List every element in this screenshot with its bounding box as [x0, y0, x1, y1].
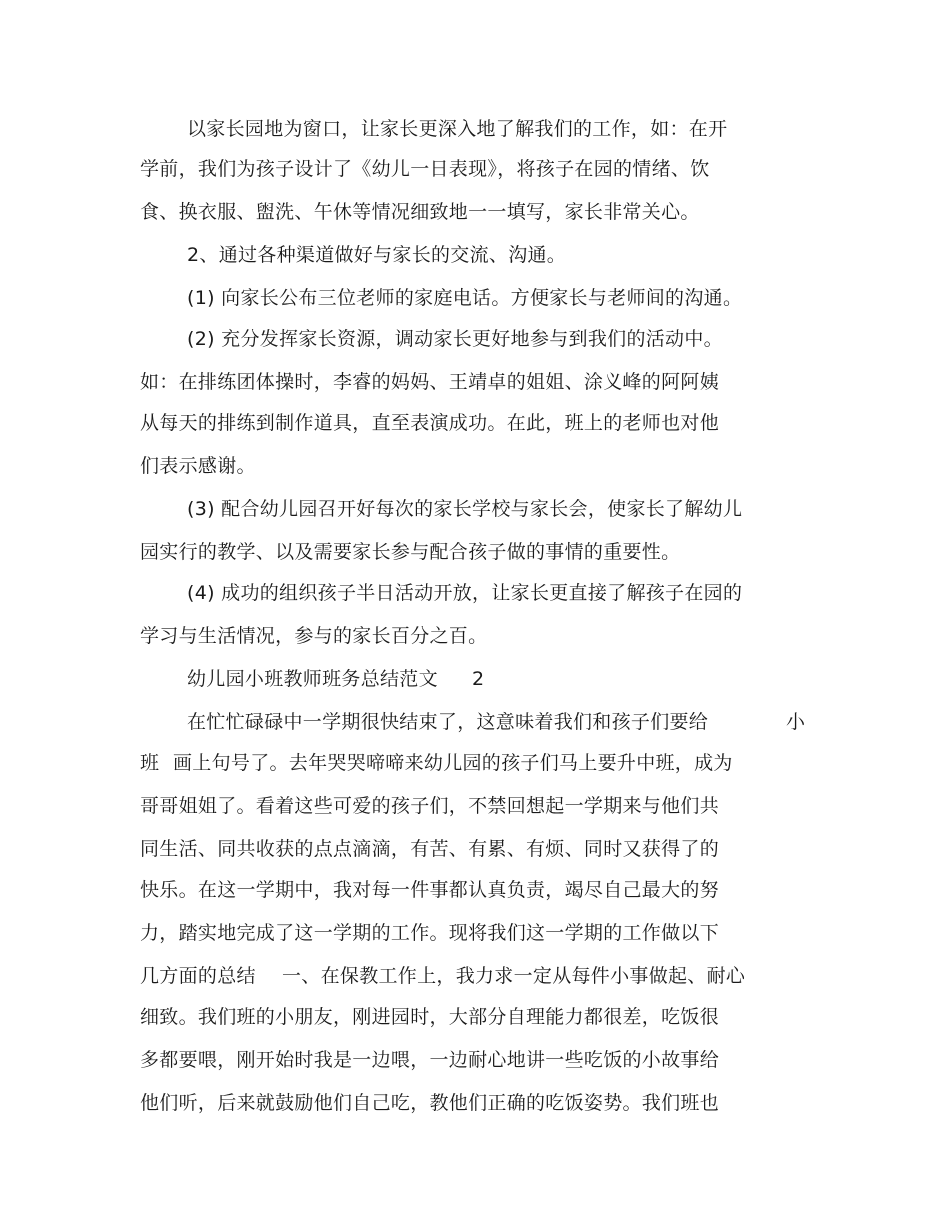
- text-line: 如：在排练团体操时，李睿的妈妈、王靖卓的姐姐、涂义峰的阿阿姨: [140, 371, 720, 393]
- section-heading: 幼儿园小班教师班务总结范文: [187, 668, 438, 690]
- text-line: (1) 向家长公布三位老师的家庭电话。方便家长与老师间的沟通。: [187, 287, 743, 309]
- text-line: 细致。我们班的小朋友，刚进园时，大部分自理能力都很差，吃饭很: [140, 1006, 720, 1028]
- text-line: 从每天的排练到制作道具，直至表演成功。在此，班上的老师也对他: [140, 412, 720, 434]
- text-line: 学前，我们为孩子设计了《幼儿一日表现》，将孩子在园的情绪、饮: [140, 158, 710, 180]
- text-fragment: 班: [140, 752, 160, 774]
- text-line: 学习与生活情况，参与的家长百分之百。: [140, 625, 488, 647]
- text-line: 园实行的教学、以及需要家长参与配合孩子做的事情的重要性。: [140, 541, 681, 563]
- text-line: 他们听，后来就鼓励他们自己吃，教他们正确的吃饭姿势。我们班也: [140, 1092, 720, 1114]
- section-number: 2: [472, 668, 485, 690]
- text-line: 同生活、同共收获的点点滴滴，有苦、有累、有烦、同时又获得了的: [140, 838, 720, 860]
- text-line: 以家长园地为窗口，让家长更深入地了解我们的工作，如：在开: [187, 118, 728, 140]
- text-line: 哥哥姐姐了。看着这些可爱的孩子们，不禁回想起一学期来与他们共: [140, 795, 720, 817]
- text-line: 在忙忙碌碌中一学期很快结束了，这意味着我们和孩子们要给: [187, 711, 709, 733]
- text-line: 画上句号了。去年哭哭啼啼来幼儿园的孩子们马上要升中班，成为: [173, 752, 733, 774]
- text-line: (4) 成功的组织孩子半日活动开放，让家长更直接了解孩子在园的: [187, 582, 743, 604]
- text-line: 们表示感谢。: [140, 455, 256, 477]
- text-fragment: 小: [786, 711, 806, 733]
- text-line: 一、在保教工作上，我力求一定从每件小事做起、耐心: [282, 965, 746, 987]
- text-line: (2) 充分发挥家长资源，调动家长更好地参与到我们的活动中。: [187, 328, 723, 350]
- text-line: 快乐。在这一学期中，我对每一件事都认真负责，竭尽自己最大的努: [140, 879, 720, 901]
- text-line: 力，踏实地完成了这一学期的工作。现将我们这一学期的工作做以下: [140, 922, 720, 944]
- text-line: 几方面的总结: [140, 965, 256, 987]
- text-line: 食、换衣服、盥洗、午休等情况细致地一一填写，家长非常关心。: [140, 201, 700, 223]
- text-line: 多都要喂，刚开始时我是一边喂，一边耐心地讲一些吃饭的小故事给: [140, 1049, 720, 1071]
- text-line: 2、通过各种渠道做好与家长的交流、沟通。: [187, 244, 567, 266]
- text-line: (3) 配合幼儿园召开好每次的家长学校与家长会，使家长了解幼儿: [187, 498, 743, 520]
